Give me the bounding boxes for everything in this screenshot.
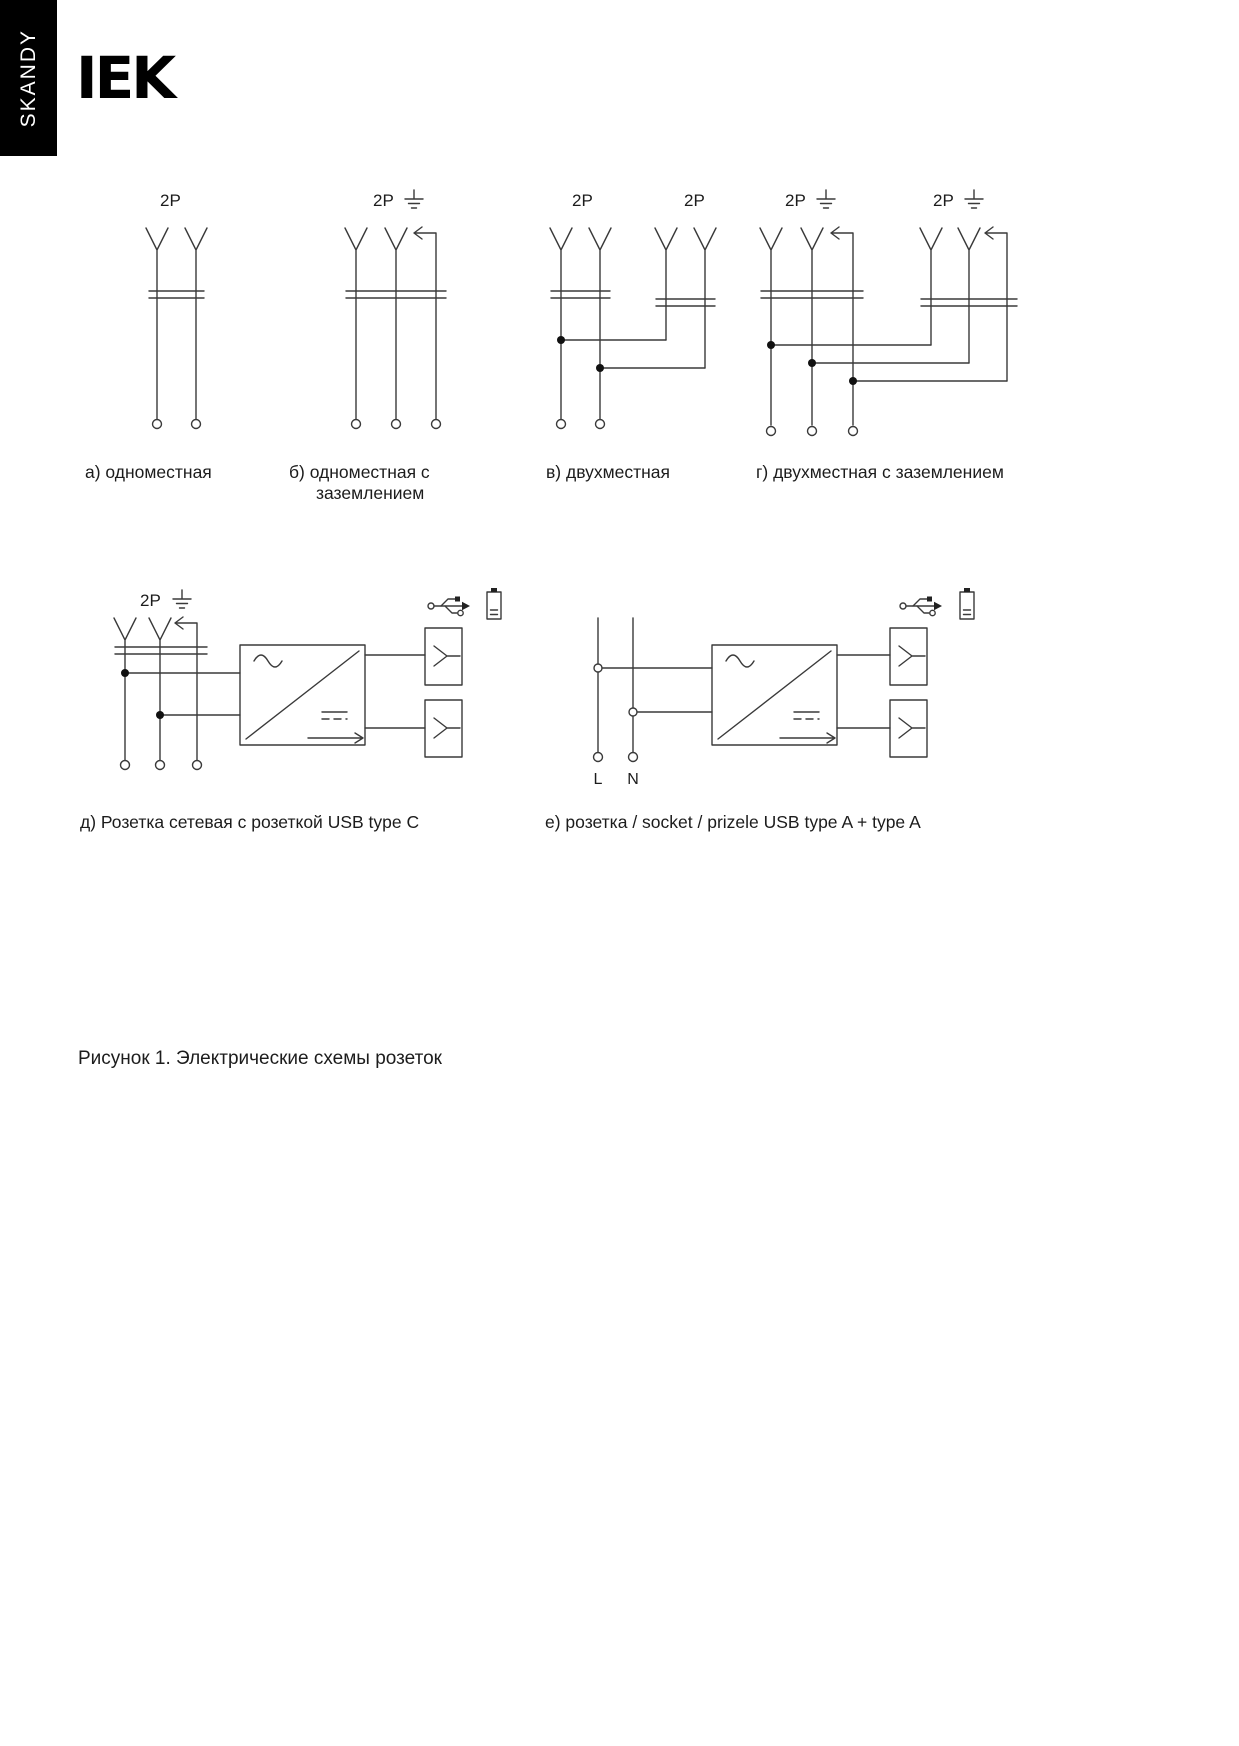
terminal-circles [153,420,201,429]
ground-wire-arrow-left [831,227,853,425]
pole-label-d: 2P [140,591,161,610]
terminal-circles [767,427,858,436]
socket-contacts [146,228,207,419]
pole-label-v1: 2P [572,191,593,210]
brand-tab [0,0,57,156]
ground-wire-arrow [175,617,197,760]
converter-diagonal [246,651,359,739]
socket-contacts-right [920,228,980,363]
output-wires [365,655,425,728]
diagram-e-socket-usb-a [540,575,1000,810]
socket-contacts-left [550,228,611,419]
diagram-d-socket-usb-c [70,575,530,810]
tap-connectors [594,664,712,716]
ac-sine-symbol [254,655,282,667]
output-direction-arrow [780,733,835,743]
battery-icon [487,588,501,619]
diagram-b-single-socket-grounded [280,180,490,470]
diagram-g-double-socket-grounded [755,180,1055,480]
diagram-a-single-socket [80,180,260,470]
battery-icon [960,588,974,619]
socket-fork-icon [434,646,460,666]
caption-b-line1: б) одноместная с [289,462,430,482]
output-direction-arrow [308,733,363,743]
converter-diagonal [718,651,831,739]
terminal-circles [557,420,605,429]
pole-label-g1: 2P [785,191,806,210]
socket-contacts [114,618,171,760]
caption-b [289,462,430,504]
usb-port-box-top [890,628,927,685]
earth-icon [173,590,191,608]
tap-connectors [121,669,240,719]
terminal-circles [352,420,441,429]
socket-bar [115,647,207,654]
earth-icon [405,190,423,208]
usb-port-box-bottom [425,700,462,757]
caption-g: г) двухместная с заземлением [756,462,1004,482]
brand-vertical-label: SKANDY [16,28,40,128]
caption-d: д) Розетка сетевая с розеткой USB type C [80,812,420,832]
power-converter-box [712,645,837,745]
usb-icon [428,597,470,616]
iek-logo: IEK [76,44,174,112]
usb-port-box-top [425,628,462,685]
socket-bar-right [656,299,715,306]
output-wires [837,655,890,728]
caption-b-line2: заземлением [316,483,425,503]
usb-icon [900,597,942,616]
pole-label-b: 2P [373,191,394,210]
pole-label-g2: 2P [933,191,954,210]
diagram-v-double-socket [545,180,775,470]
figure-caption: Рисунок 1. Электрические схемы розеток [78,1048,442,1069]
socket-fork-icon [434,718,460,738]
caption-v: в) двухместная [546,462,671,482]
ground-wire-arrow-right [985,227,1007,381]
caption-a: а) одноместная [85,462,212,482]
terminal-label-l: L [593,771,603,788]
ac-sine-symbol [726,655,754,667]
parallel-connectors [767,341,1007,385]
socket-contacts-right [655,228,716,368]
terminal-label-n: N [627,771,639,788]
parallel-connectors [557,336,705,372]
pole-label-v2: 2P [684,191,705,210]
socket-fork-icon [899,718,925,738]
socket-fork-icon [899,646,925,666]
supply-lines [594,618,638,762]
pole-label-a: 2P [160,191,181,210]
earth-icon-left [817,190,835,208]
ground-wire-arrow [414,227,436,419]
socket-contacts [345,228,407,419]
usb-port-box-bottom [890,700,927,757]
socket-contacts-left [760,228,823,425]
socket-bar-left [551,291,610,298]
terminal-circles [121,761,202,770]
power-converter-box [240,645,365,745]
caption-e: е) розетка / socket / prizele USB type A + type A [545,812,921,832]
earth-icon-right [965,190,983,208]
